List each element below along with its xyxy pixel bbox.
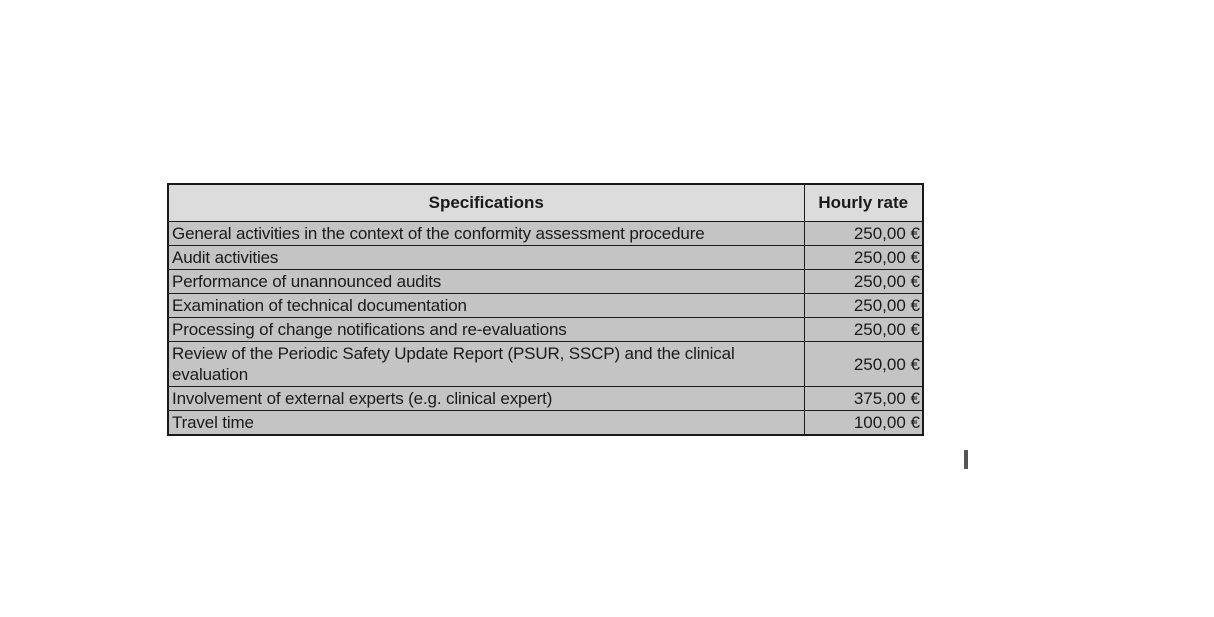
table-row bbox=[168, 411, 923, 436]
table-header-row bbox=[168, 184, 923, 222]
specification-cell: Review of the Periodic Safety Update Report (PSUR, SSCP) and the clinical evaluation bbox=[168, 342, 804, 387]
rate-cell: 250,00 € bbox=[804, 318, 923, 342]
specification-cell: Audit activities bbox=[168, 246, 804, 270]
specification-cell: Processing of change notifications and re-evaluations bbox=[168, 318, 804, 342]
table-row bbox=[168, 246, 923, 270]
specification-cell: Examination of technical documentation bbox=[168, 294, 804, 318]
hourly-rate-header: Hourly rate bbox=[804, 184, 923, 222]
rate-cell: 100,00 € bbox=[804, 411, 923, 436]
table-row bbox=[168, 342, 923, 387]
rate-cell: 250,00 € bbox=[804, 270, 923, 294]
table-row bbox=[168, 387, 923, 411]
table-row bbox=[168, 222, 923, 246]
specification-cell: General activities in the context of the conformity assessment procedure bbox=[168, 222, 804, 246]
rate-cell: 250,00 € bbox=[804, 342, 923, 387]
table-row bbox=[168, 294, 923, 318]
specifications-header: Specifications bbox=[168, 184, 804, 222]
table-row bbox=[168, 270, 923, 294]
rate-cell: 375,00 € bbox=[804, 387, 923, 411]
rate-cell: 250,00 € bbox=[804, 294, 923, 318]
specification-cell: Performance of unannounced audits bbox=[168, 270, 804, 294]
specification-cell: Involvement of external experts (e.g. clinical expert) bbox=[168, 387, 804, 411]
specification-cell: Travel time bbox=[168, 411, 804, 436]
hourly-rate-table bbox=[167, 183, 924, 436]
rate-cell: 250,00 € bbox=[804, 246, 923, 270]
text-cursor-icon bbox=[964, 450, 968, 469]
rate-cell: 250,00 € bbox=[804, 222, 923, 246]
table-row bbox=[168, 318, 923, 342]
